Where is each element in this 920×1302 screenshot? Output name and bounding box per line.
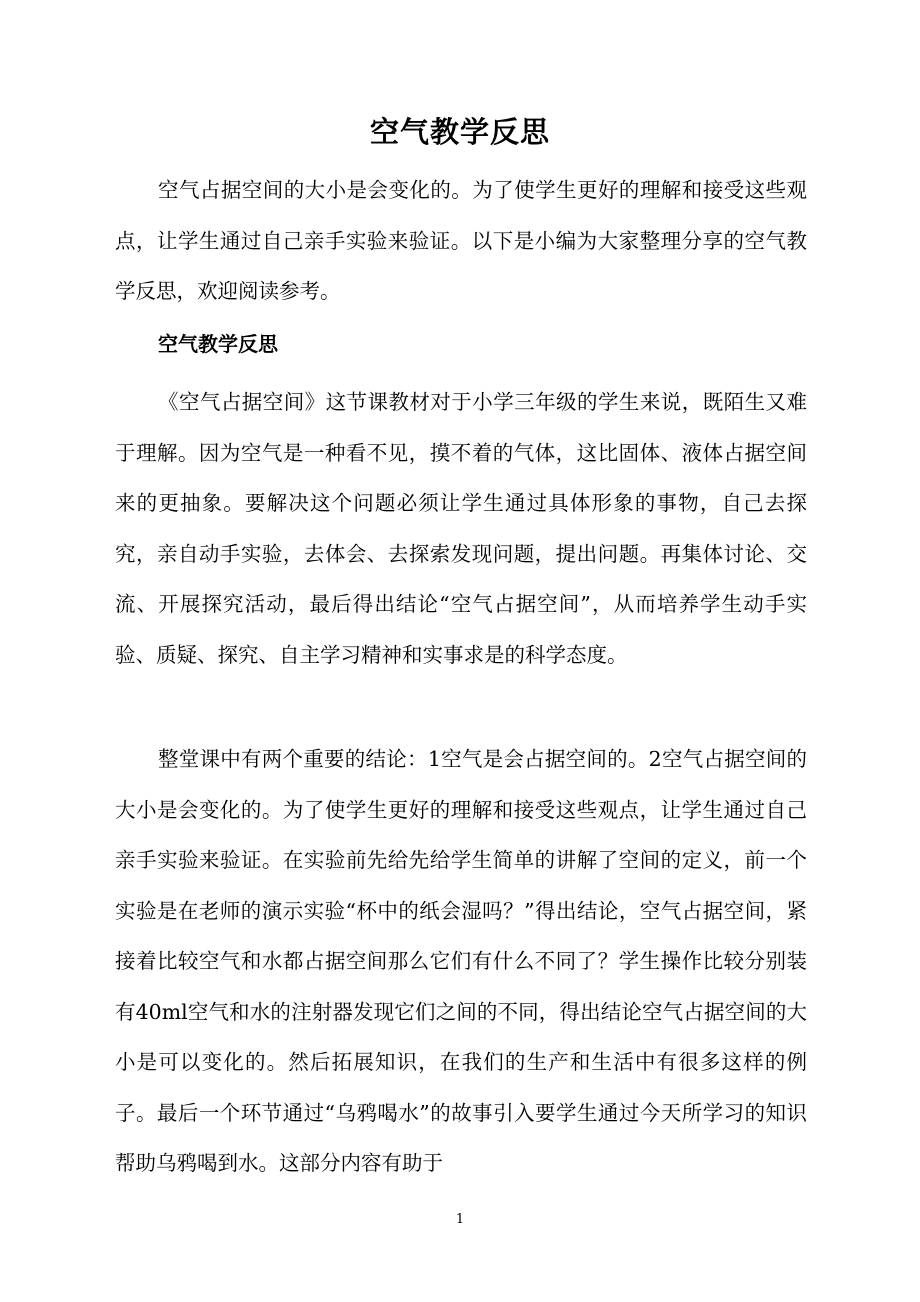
page-number: 1 [455,1212,465,1227]
body-paragraph-1: 《空气占据空间》这节课教材对于小学三年级的学生来说，既陌生又难于理解。因为空气是一种看不见，摸不着的气体，这比固体、液体占据空间来的更抽象。要解决这个问题必须让学生通过具体形象的事物，自己去探究，亲自动手实验，去体会、去探索发现问题，提出问题。再集体讨论、交流、开展探究活动，最后得出结论“空气占据空间”，从而培养学生动手实验、质疑、探究、自主学习精神和实事求是的科学态度。 [115,390,807,667]
body-paragraph-2: 整堂课中有两个重要的结论：1空气是会占据空间的。2空气占据空间的大小是会变化的。为了使学生更好的理解和接受这些观点，让学生通过自己亲手实验来验证。在实验前先给先给学生简单的讲解了空间的定义，前一个实验是在老师的演示实验“杯中的纸会湿吗？”得出结论，空气占据空间，紧接着比较空气和水都占据空间那么它们有什么不同了？学生操作比较分别装有40ml空气和水的注射器发现它们之间的不同，得出结论空气占据空间的大小是可以变化的。然后拓展知识，在我们的生产和生活中有很多这样的例子。最后一个环节通过“乌鸦喝水”的故事引入要学生通过今天所学习的知识帮助乌鸦喝到水。这部分内容有助于 [115,747,807,1175]
document-title: 空气教学反思 [369,115,550,149]
intro-paragraph: 空气占据空间的大小是会变化的。为了使学生更好的理解和接受这些观点，让学生通过自己亲手实验来验证。以下是小编为大家整理分享的空气教学反思，欢迎阅读参考。 [115,178,807,303]
section-heading: 空气教学反思 [158,332,278,356]
